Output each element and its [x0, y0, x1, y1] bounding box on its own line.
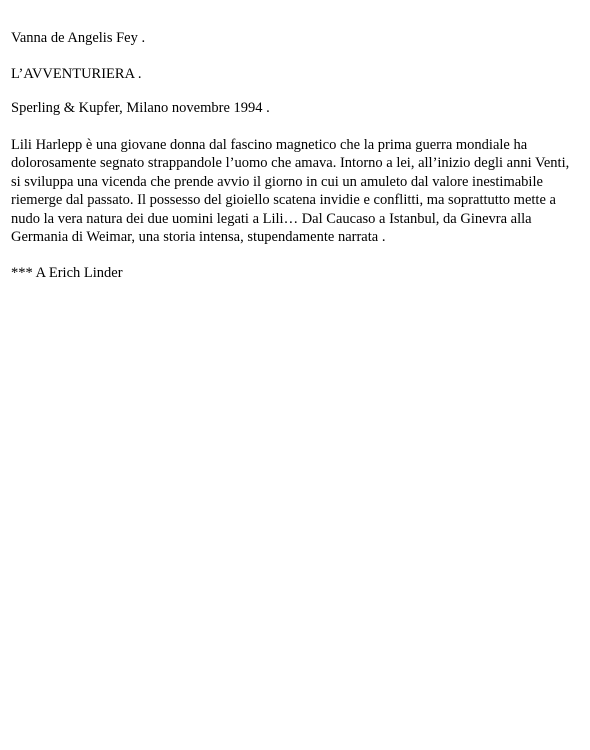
publisher-line: Sperling & Kupfer, Milano novembre 1994 . — [11, 100, 270, 116]
book-title: L’AVVENTURIERA . — [11, 65, 142, 82]
synopsis-paragraph: Lili Harlepp è una giovane donna dal fascino magnetico che la prima guerra mondiale ha dolorosamente segnato strappandole l’uomo che amava. Intorno a lei, all’inizio degli anni Venti, si sviluppa una vicenda che prende avvio il giorno in cui un amuleto dal valore inestimabile riemerge dal passato. Il possesso del gioiello scatena invidie e conflitti, ma soprattutto mette a nudo la vera natura dei due uomini legati a Lili… Dal Caucaso a Istanbul, da Ginevra alla Germania di Weimar, una storia intensa, stupendamente narrata . — [11, 136, 570, 245]
document-page — [11, 29, 581, 282]
author-line: Vanna de Angelis Fey . — [11, 30, 146, 46]
reviewer-signature: *** A Erich Linder — [11, 264, 123, 281]
